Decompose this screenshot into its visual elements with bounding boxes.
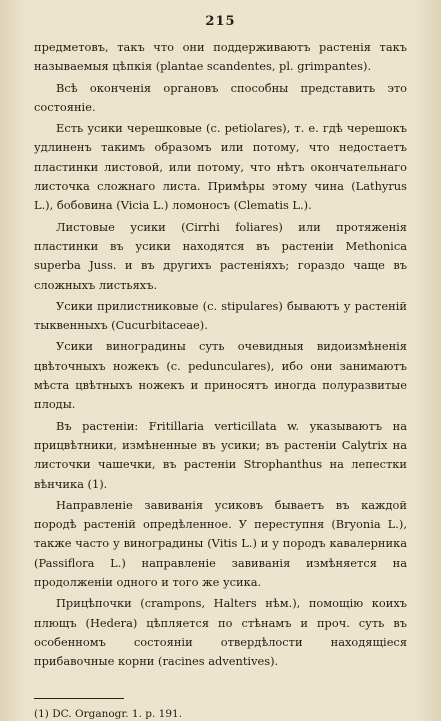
paragraph: предметовъ, такъ что они поддерживаютъ растенія такъ называемыя цѣпкія (plantae scandentes, pl. grimpantes). bbox=[34, 40, 407, 74]
footnote: (1) DC. Organogr. 1. p. 191. bbox=[34, 707, 183, 720]
footnote-divider bbox=[34, 698, 124, 699]
paragraph: Направленіе завиванія усиковъ бываетъ въ каждой породѣ растеній опредѣленное. У переступня (Bryonia L.), также часто у виноградины (Vitis L.) и у породъ кавалерника (Passiflora L.) направленіе завиванія измѣняется на продолженіи одного и того же усика. bbox=[34, 497, 407, 590]
paragraph: Есть усики черешковые (c. petiolares), т. е. гдѣ черешокъ удлиненъ такимъ образомъ или потому, что недостаетъ пластинки листовой, или потому, что нѣтъ окончательнаго листочка сложнаго листа. Примѣры этому чина (Lathyrus L.), бобовина (Vicia L.) ломоносъ (Clematis L.). bbox=[34, 121, 407, 213]
paragraph: Усики прилистниковые (c. stipulares) бываютъ у растеній тыквенныхъ (Cucurbitaceae). bbox=[34, 298, 407, 333]
paragraph: Въ растеніи: Fritillaria verticillata w. указываютъ на прицвѣтники, измѣненные въ усики; въ растеніи Calytrix на листочки чашечки, въ растеніи Strophanthus на лепестки вѣнчика (1). bbox=[34, 418, 407, 491]
body-text bbox=[34, 38, 407, 672]
paragraph: Всѣ оконченія органовъ способны представить это состояніе. bbox=[34, 80, 407, 114]
page-number: 215 bbox=[205, 14, 236, 29]
paragraph: Листовые усики (Cirrhi foliares) или протяженія пластинки въ усики находятся въ растеніи Methonica superba Juss. и въ другихъ растеніяхъ; гораздо чаще въ сложныхъ листьяхъ. bbox=[34, 219, 407, 292]
paragraph: Прицѣпочки (crampons, Halters нѣм.), помощію коихъ плющъ (Hedera) цѣпляется по стѣнамъ и проч. суть въ особенномъ состояніи отвердѣлости находящіеся прибавочные корни (racines adventives). bbox=[34, 596, 407, 669]
paragraph: Усики виноградины суть очевидныя видоизмѣненія цвѣточныхъ ножекъ (c. pedunculares), ибо они занимаютъ мѣста цвѣтныхъ ножекъ и приносятъ иногда полуразвитые плоды. bbox=[34, 339, 407, 412]
